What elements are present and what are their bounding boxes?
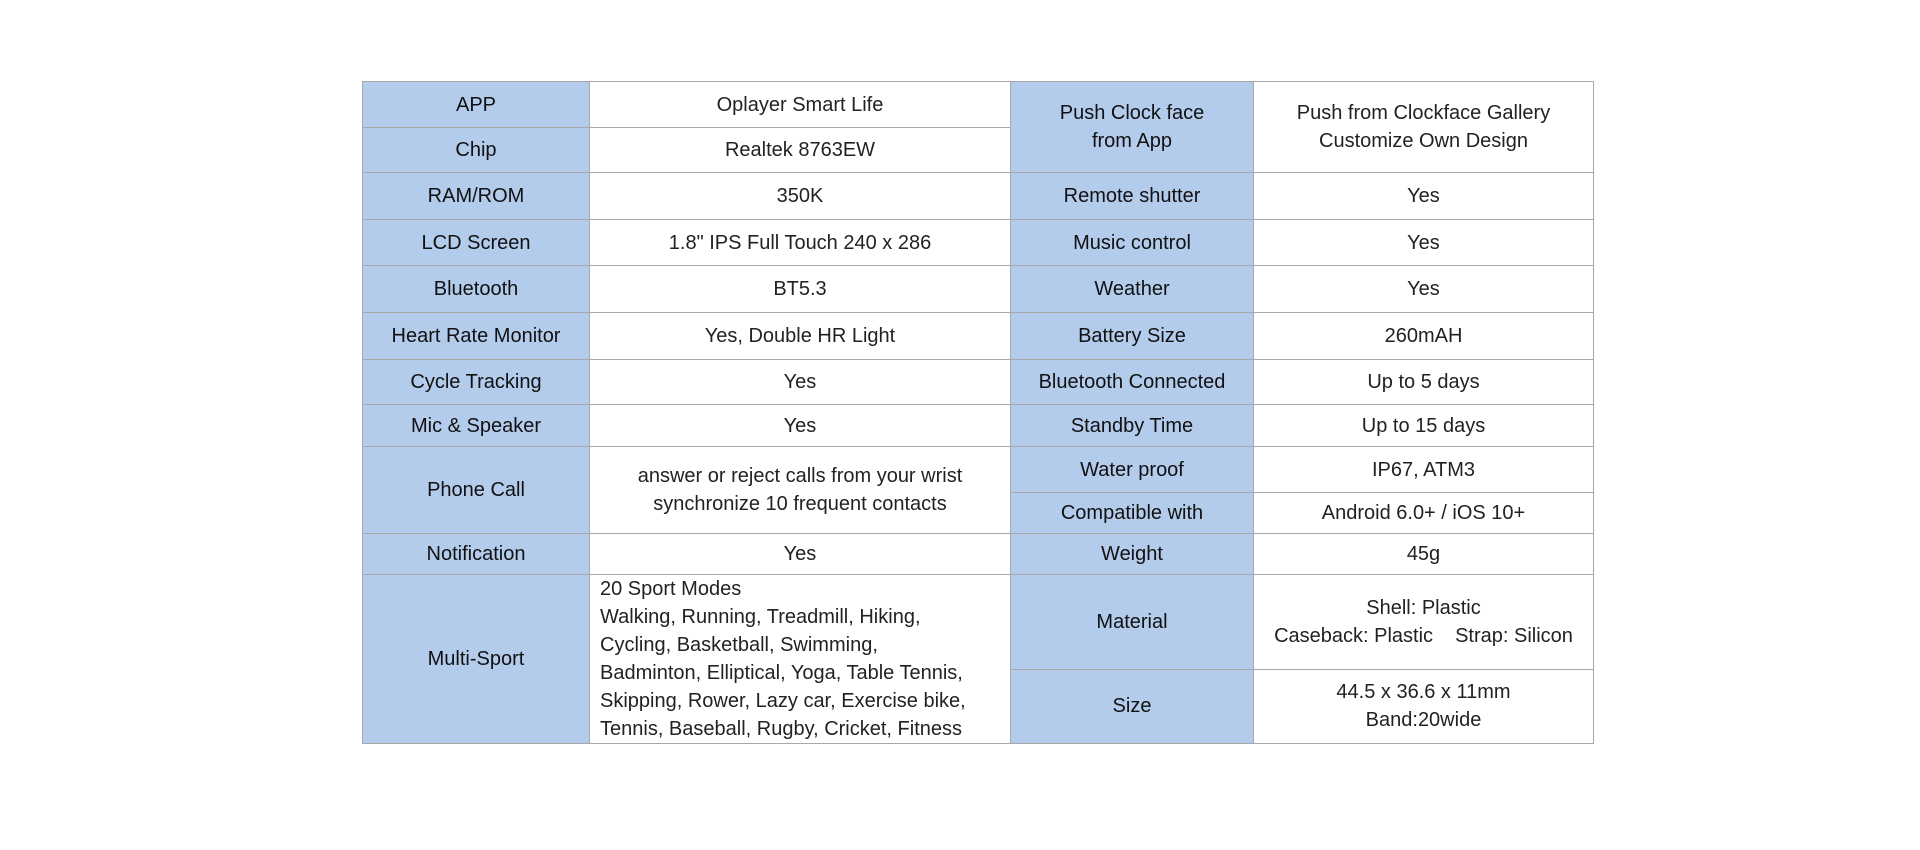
remote-shutter-label: Remote shutter: [1011, 173, 1254, 220]
push-clock-value-line1: Push from Clockface Gallery: [1296, 102, 1551, 124]
notification-label: Notification: [363, 534, 590, 575]
mic-label: Mic & Speaker: [363, 405, 590, 447]
bluetooth-label: Bluetooth: [363, 266, 590, 313]
heart-rate-label: Heart Rate Monitor: [363, 313, 590, 360]
spec-row: [363, 360, 1594, 405]
material-strap: Strap: Silicon: [1455, 624, 1573, 647]
chip-value: Realtek 8763EW: [590, 128, 1011, 173]
music-label: Music control: [1011, 220, 1254, 266]
multi-sport-line: Badminton, Elliptical, Yoga, Table Tennis,: [600, 662, 963, 684]
size-value: [1254, 669, 1594, 743]
phone-call-label: Phone Call: [363, 447, 590, 534]
size-value-line1: 44.5 x 36.6 x 11mm: [1336, 681, 1511, 704]
weight-value: 45g: [1254, 534, 1594, 575]
spec-table: [362, 81, 1594, 744]
multi-sport-value: [590, 575, 1011, 744]
weather-label: Weather: [1011, 266, 1254, 313]
size-value-line2: Band:20wide: [1365, 709, 1482, 732]
multi-sport-line: Skipping, Rower, Lazy car, Exercise bike,: [600, 690, 966, 712]
spec-row: [363, 447, 1594, 493]
multi-sport-line: 20 Sport Modes: [600, 578, 742, 600]
spec-row: [363, 534, 1594, 575]
push-clock-value: [1254, 82, 1594, 173]
standby-value: Up to 15 days: [1254, 405, 1594, 447]
spec-row: [363, 266, 1594, 313]
material-value-line1: Shell: Plastic: [1366, 596, 1481, 619]
material-caseback: Caseback: Plastic: [1274, 624, 1434, 647]
spec-row: [363, 82, 1594, 128]
spec-row: [363, 313, 1594, 360]
bt-connected-value: Up to 5 days: [1254, 360, 1594, 405]
bluetooth-value: BT5.3: [590, 266, 1011, 313]
ram-label: RAM/ROM: [363, 173, 590, 220]
cycle-value: Yes: [590, 360, 1011, 405]
multi-sport-line: Tennis, Baseball, Rugby, Cricket, Fitness: [600, 718, 963, 740]
waterproof-value: IP67, ATM3: [1254, 447, 1594, 493]
phone-call-value: [590, 447, 1011, 534]
heart-rate-value: Yes, Double HR Light: [590, 313, 1011, 360]
waterproof-label: Water proof: [1011, 447, 1254, 493]
size-label: Size: [1011, 669, 1254, 743]
battery-value: 260mAH: [1254, 313, 1594, 360]
bt-connected-label: Bluetooth Connected: [1011, 360, 1254, 405]
spec-row: [363, 575, 1594, 670]
cycle-label: Cycle Tracking: [363, 360, 590, 405]
spec-row: [363, 173, 1594, 220]
phone-call-value-line1: answer or reject calls from your wrist: [637, 465, 963, 487]
battery-label: Battery Size: [1011, 313, 1254, 360]
spec-row: [363, 220, 1594, 266]
spec-row: [363, 405, 1594, 447]
lcd-label: LCD Screen: [363, 220, 590, 266]
music-value: Yes: [1254, 220, 1594, 266]
multi-sport-label: Multi-Sport: [363, 575, 590, 744]
ram-value: 350K: [590, 173, 1011, 220]
push-clock-label: [1011, 82, 1254, 173]
weight-label: Weight: [1011, 534, 1254, 575]
mic-value: Yes: [590, 405, 1011, 447]
standby-label: Standby Time: [1011, 405, 1254, 447]
compatible-value: Android 6.0+ / iOS 10+: [1254, 493, 1594, 534]
push-clock-label-line2: from App: [1091, 130, 1173, 152]
weather-value: Yes: [1254, 266, 1594, 313]
lcd-value: 1.8" IPS Full Touch 240 x 286: [590, 220, 1011, 266]
app-label: APP: [363, 82, 590, 128]
remote-shutter-value: Yes: [1254, 173, 1594, 220]
compatible-label: Compatible with: [1011, 493, 1254, 534]
material-value: [1254, 575, 1594, 670]
material-label: Material: [1011, 575, 1254, 670]
multi-sport-line: Cycling, Basketball, Swimming,: [600, 634, 878, 656]
push-clock-label-line1: Push Clock face: [1059, 102, 1205, 124]
push-clock-value-line2: Customize Own Design: [1319, 130, 1528, 152]
multi-sport-line: Walking, Running, Treadmill, Hiking,: [600, 606, 921, 628]
material-value-line2: [1260, 622, 1587, 650]
app-value: Oplayer Smart Life: [590, 82, 1011, 128]
chip-label: Chip: [363, 128, 590, 173]
notification-value: Yes: [590, 534, 1011, 575]
phone-call-value-line2: synchronize 10 frequent contacts: [653, 493, 947, 515]
